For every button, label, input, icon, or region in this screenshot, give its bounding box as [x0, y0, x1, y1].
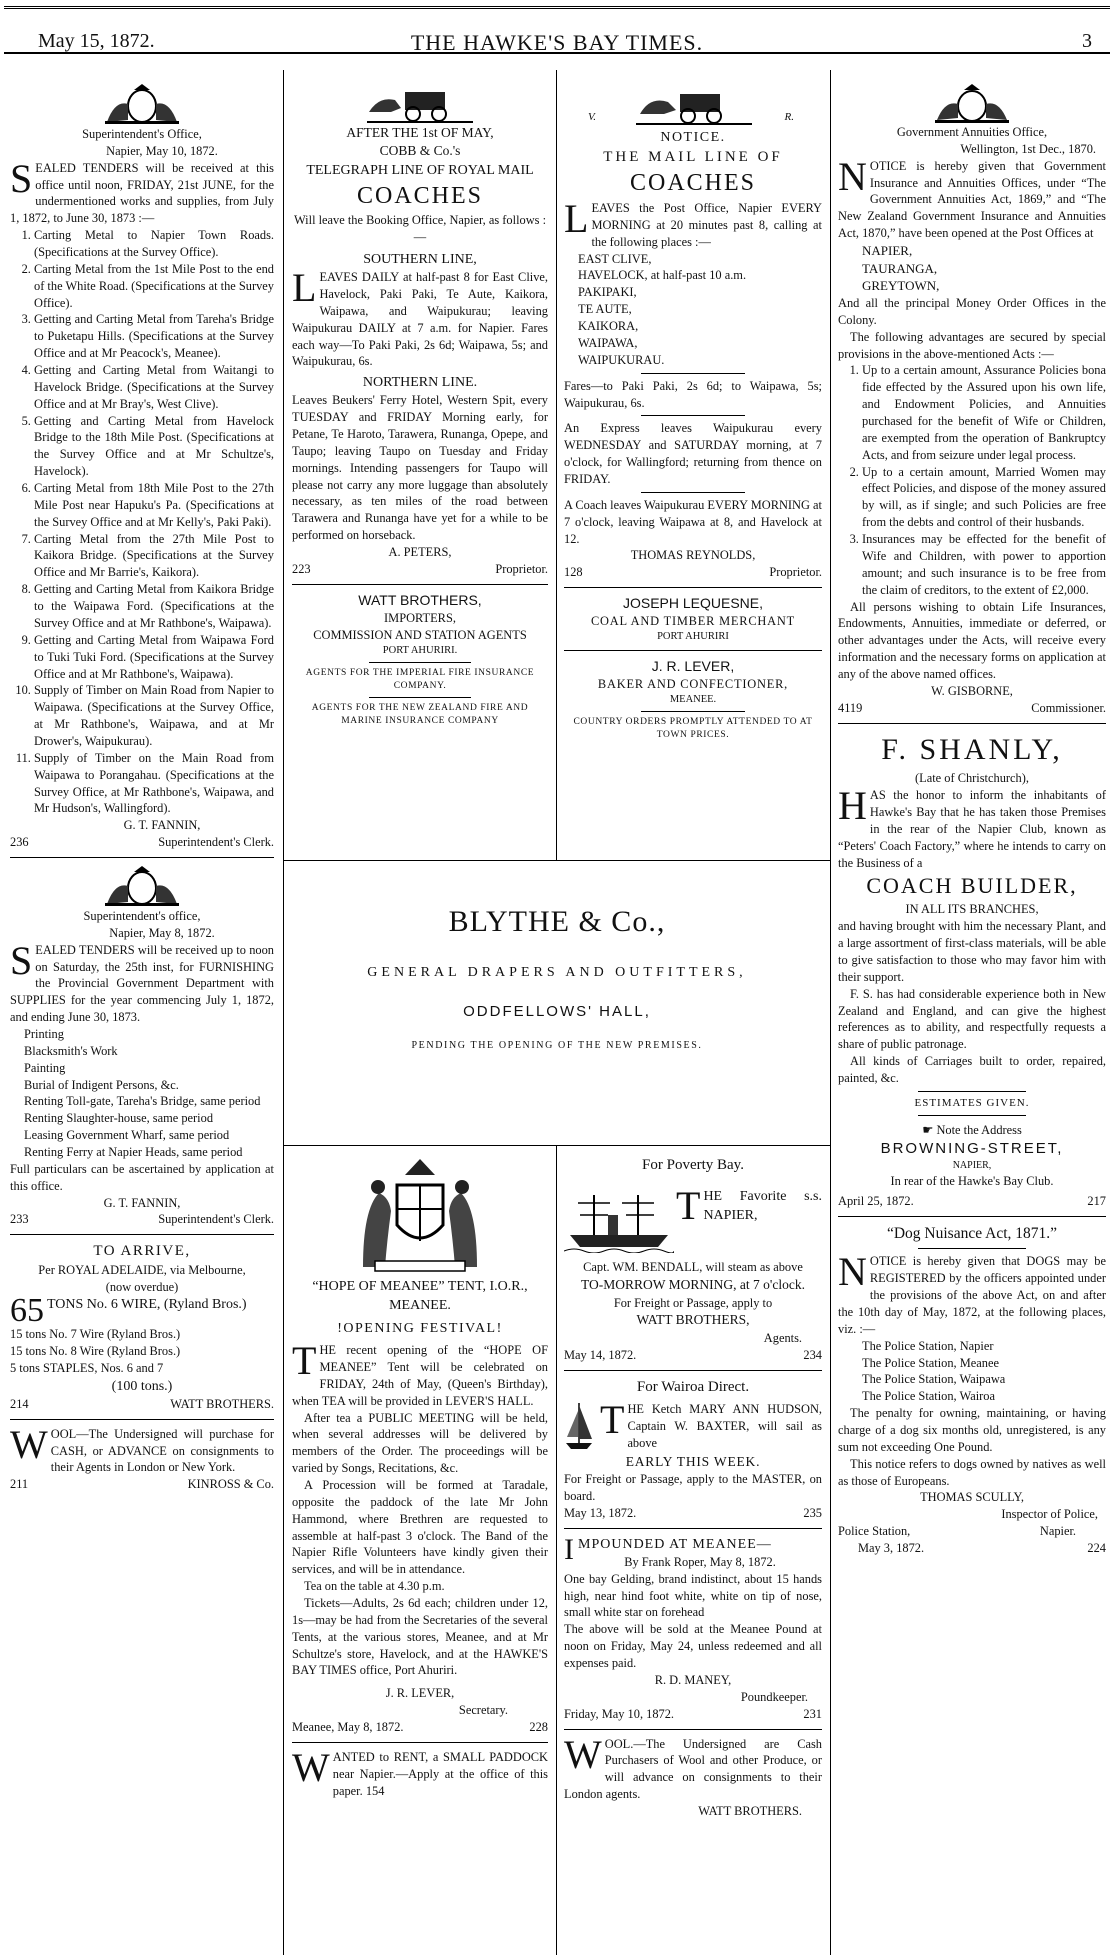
- divider: [918, 1091, 1025, 1092]
- freight-line: For Freight or Passage, apply to: [613, 1295, 773, 1310]
- list-item: KAIKORA,: [578, 319, 639, 334]
- notice-date: Wellington, 1st Dec., 1870.: [960, 141, 1096, 156]
- notice-text: All persons wishing to obtain Life Insurances, Endowments, Annuities, immediate or deferred, or other advantages under the Acts, will receive every information and the necessary forms on application at any of the above named offices.: [838, 599, 1106, 681]
- ad-line: MEANEE.: [669, 694, 717, 706]
- signer-name: G. T. FANNIN,: [103, 1195, 181, 1210]
- ad-text: HE Ketch MARY ANN HUDSON, Captain W. BAXTER, will sail as above: [627, 1401, 822, 1450]
- issue-date: May 15, 1872.: [38, 30, 155, 52]
- ad-date: May 14, 1872.: [564, 1347, 637, 1362]
- royal-crest-icon: [97, 864, 187, 908]
- divider: [369, 697, 471, 698]
- ad-text: One bay Gelding, brand indistinct, about 15 hands high, near hind foot white, white on tip of nose, small white star on forehead: [564, 1571, 822, 1620]
- divider: [564, 650, 822, 651]
- agent-name: WATT BROTHERS,: [636, 1312, 750, 1328]
- divider: [292, 584, 548, 585]
- ketch-block: [564, 1396, 822, 1453]
- list-item: 1. Up to a certain amount, Assurance Policies bona fide effected by the Assured upon his own life, and Endowment Policies, and Annuities purchased for the benefit of Wife or Children, are exempted from the operation of Bankruptcy Acts, and from seizure under legal process.: [862, 362, 1106, 463]
- cobb-coaches-ad: [292, 82, 548, 578]
- divider: [641, 373, 744, 374]
- business-name: WATT BROTHERS,: [358, 591, 482, 608]
- ad-paragraph: Tickets—Adults, 2s 6d each; children under 12, 1s—may be had from the Secretaries of the several Tents, at the various stores, Meanee, and at Mr Schultze's store, Havelock, and at the HAWKE'S BAY TIMES office, Port Ahuriri.: [292, 1595, 548, 1678]
- dog-nuisance-notice: [838, 1223, 1106, 1557]
- coach-text: A Coach leaves Waipukurau EVERY MORNING at 7 o'clock, leaving Waipawa at 8, and Havelock at 12.: [564, 497, 822, 546]
- signer-name: J. R. LEVER,: [385, 1686, 455, 1701]
- drop-cap: W: [564, 1731, 602, 1777]
- ad-text: The above will be sold at the Meanee Pound at noon on Friday, May 24, unless redeemed and all expenses paid.: [564, 1622, 822, 1671]
- divider: [918, 1115, 1025, 1116]
- drop-cap: S: [10, 155, 33, 201]
- divider: [641, 415, 744, 416]
- sailboat-icon: [564, 1401, 594, 1453]
- station-town: Napier.: [1039, 1524, 1076, 1539]
- northern-line-heading: NORTHERN LINE.: [362, 375, 478, 391]
- ad-paragraph: HE recent opening of the “HOPE OF MEANEE” Tent will be celebrated on FRIDAY, 24th of May, (Queen's Birthday), when TEA will be provided in LEVER'S HALL.: [292, 1343, 548, 1408]
- blythe-bottom-rule: [284, 1145, 830, 1146]
- annuities-notice: [838, 82, 1106, 717]
- drop-cap: W: [10, 1421, 48, 1467]
- page-number: 3: [1082, 30, 1092, 52]
- places-list: [564, 251, 822, 369]
- signer-title: Poundkeeper.: [740, 1689, 808, 1704]
- divider: [838, 723, 1106, 724]
- notice-text: And all the principal Money Order Offices in the Colony.: [838, 296, 1106, 327]
- ad-number: 234: [803, 1347, 822, 1362]
- to-arrive-ad: [10, 1241, 274, 1412]
- business-name: JOSEPH LEQUESNE,: [622, 595, 764, 612]
- festival-heading: !OPENING FESTIVAL!: [337, 1321, 503, 1337]
- signer-title: Commissioner.: [1031, 700, 1106, 715]
- wanted-to-rent-ad: [292, 1744, 548, 1800]
- divider: [838, 1216, 1106, 1217]
- ad-paragraph: F. S. has had considerable experience both in New Zealand and England, and can give the highest references as to ability, and respectfully requests a share of public patronage.: [838, 986, 1106, 1052]
- column-3-top: [564, 82, 822, 857]
- signer-name: THOMAS SCULLY,: [920, 1490, 1024, 1505]
- divider: [10, 1419, 274, 1420]
- signer-name: A. PETERS,: [388, 545, 452, 560]
- freight-line: For Freight or Passage, apply to the MASTER, on board.: [564, 1472, 822, 1504]
- police-station-list: [838, 1338, 1106, 1405]
- list-item: Renting Slaughter-house, same period: [24, 1111, 214, 1126]
- drop-cap: H: [838, 783, 867, 829]
- signer-title: Secretary.: [458, 1703, 508, 1718]
- signer-title: Inspector of Police,: [1001, 1507, 1098, 1522]
- signer-name: WATT BROTHERS.: [170, 1396, 274, 1411]
- list-item: PAKIPAKI,: [578, 285, 637, 300]
- list-item: 4. Getting and Carting Metal from Waitangi to Havelock Bridge. (Specifications at the Survey Office and at Mr Bray's, West Clive).: [34, 362, 274, 413]
- wire-line: TONS No. 6 WIRE, (Ryland Bros.): [47, 1297, 247, 1313]
- list-item: TE AUTE,: [578, 302, 632, 317]
- list-item: EAST CLIVE,: [578, 251, 652, 266]
- business-name: BLYTHE & Co.,: [448, 905, 666, 938]
- ad-line: COBB & Co.'s: [379, 143, 461, 159]
- business-name: F. SHANLY,: [881, 732, 1063, 766]
- street-address: BROWNING-STREET,: [880, 1139, 1064, 1157]
- blythe-top-rule: [284, 860, 830, 861]
- ad-line: COAL AND TIMBER MERCHANT: [590, 614, 796, 629]
- tender-list: [10, 227, 274, 817]
- list-item: 2. Up to a certain amount, Married Women may effect Policies, and dispose of the money assured by will, as if single; and such Policies are free from the debts and control of their husbands.: [862, 464, 1106, 531]
- ad-line: IMPORTERS,: [384, 610, 456, 625]
- list-item: Leasing Government Wharf, same period: [24, 1128, 230, 1143]
- column-1: [10, 82, 274, 1952]
- ad-number: 236: [10, 835, 29, 850]
- divider: [641, 492, 744, 493]
- notice-text: The following advantages are secured by special provisions in the above-mentioned Acts :—: [838, 329, 1106, 361]
- notice-text: This notice refers to dogs owned by natives as well as those of Europeans.: [838, 1456, 1106, 1488]
- drop-cap: I: [564, 1532, 575, 1566]
- southern-line-heading: SOUTHERN LINE,: [363, 252, 477, 268]
- ad-line: IN ALL ITS BRANCHES,: [905, 902, 1039, 917]
- ad-line: ODDFELLOWS' HALL,: [463, 1003, 651, 1020]
- ad-line: AFTER THE 1st OF MAY,: [346, 125, 494, 140]
- notice-footer: Full particulars can be ascertained by application at this office.: [10, 1161, 274, 1193]
- ad-line: BAKER AND CONFECTIONER,: [597, 677, 789, 692]
- station-label: Police Station,: [838, 1524, 911, 1539]
- list-item: TAURANGA,: [862, 260, 938, 276]
- ship-via: Per ROYAL ADELAIDE, via Melbourne,: [38, 1262, 246, 1277]
- column-rule-2-bottom: [556, 1145, 557, 1955]
- divider: [10, 1234, 274, 1235]
- divider: [564, 1729, 822, 1730]
- watt-brothers-ad: [292, 591, 548, 728]
- royal-crest-icon: [927, 82, 1017, 124]
- drop-cap: T: [600, 1396, 625, 1442]
- ad-text: HE Favorite s.s. NAPIER,: [703, 1189, 822, 1224]
- column-2-top: [292, 82, 548, 857]
- column-rule-2-top: [556, 70, 557, 860]
- express-text: An Express leaves Waipukurau every WEDNESDAY and SATURDAY morning, at 7 o'clock, for Wallingford; returning from thence on FRIDAY.: [564, 421, 822, 486]
- ad-line: COUNTRY ORDERS PROMPTLY ATTENDED TO AT TOWN PRICES.: [573, 717, 813, 741]
- newspaper-title: THE HAWKE'S BAY TIMES.: [410, 30, 704, 55]
- notice-heading: NOTICE.: [660, 130, 726, 145]
- notice-heading: Superintendent's office,: [83, 908, 201, 923]
- notice-title: “Dog Nuisance Act, 1871.”: [886, 1225, 1058, 1243]
- masthead: [0, 0, 1114, 55]
- ad-paragraph: All kinds of Carriages built to order, repaired, painted, &c.: [838, 1054, 1106, 1085]
- post-office-list: [838, 242, 1106, 295]
- estimates-line: ESTIMATES GIVEN.: [914, 1096, 1030, 1109]
- supplies-list: [10, 1026, 274, 1161]
- list-item: 5. Getting and Carting Metal from Havelock Bridge to the 18th Mile Post. (Specifications at the Survey Office and at Mr Schultze's, Havelock).: [34, 413, 274, 480]
- shanly-ad: [838, 730, 1106, 1211]
- masthead-top-rule: [4, 6, 1110, 9]
- trade-heading: COACH BUILDER,: [866, 873, 1078, 899]
- divider: [641, 711, 744, 712]
- lequesne-ad: [564, 594, 822, 644]
- big-quantity: 65: [10, 1292, 44, 1330]
- agent-title: Agents.: [763, 1330, 802, 1345]
- divider: [564, 1370, 822, 1371]
- list-item: GREYTOWN,: [862, 278, 940, 294]
- drop-cap: W: [292, 1744, 330, 1790]
- ad-number: 235: [803, 1506, 822, 1521]
- fares-text: Fares—to Paki Paki, 2s 6d; to Waipawa, 5s; Waipukurau, 6s.: [564, 378, 822, 410]
- ad-number: 154: [365, 1783, 385, 1798]
- cargo-total: (100 tons.): [111, 1378, 173, 1394]
- drop-cap: N: [838, 153, 867, 199]
- ad-number: 233: [10, 1212, 29, 1227]
- cargo-line: 5 tons STAPLES, Nos. 6 and 7: [10, 1361, 164, 1375]
- ad-number: 223: [292, 561, 311, 576]
- steamer-block: [564, 1179, 822, 1259]
- cargo-line: 15 tons No. 7 Wire (Ryland Bros.): [10, 1327, 181, 1342]
- ad-number: 214: [10, 1396, 29, 1411]
- drop-cap: S: [10, 937, 33, 983]
- agents-line: AGENTS FOR THE IMPERIAL FIRE INSURANCE COMPANY.: [305, 667, 535, 691]
- ad-paragraph: Tea on the table at 4.30 p.m.: [304, 1579, 445, 1594]
- captain-line: Capt. WM. BENDALL, will steam as above: [583, 1260, 803, 1275]
- ad-line: PORT AHURIRI.: [382, 644, 458, 656]
- ship-status: (now overdue): [105, 1279, 179, 1294]
- stagecoach-icon: [365, 82, 475, 124]
- list-item: The Police Station, Waipawa: [862, 1372, 1006, 1387]
- ad-title: “HOPE OF MEANEE” TENT, I.O.R., MEANEE.: [312, 1279, 528, 1314]
- ad-line: Will leave the Booking Office, Napier, as follows :—: [293, 213, 547, 245]
- ad-text: OOL.—The Undersigned are Cash Purchasers of Wool and other Produce, or will advance on consignments to their London agents.: [564, 1736, 822, 1802]
- ad-date: April 25, 1872.: [838, 1194, 914, 1209]
- list-item: The Police Station, Wairoa: [862, 1389, 995, 1404]
- list-item: 1. Carting Metal to Napier Town Roads. (Specifications at the Survey Office).: [34, 227, 274, 261]
- ad-paragraph: A Procession will be formed at Taradale, opposite the paddock of the late Mr John Hammond, where Brethren are requested to assemble at half-past 3 o'clock. The Band of the Napier Rifle Volunteers have kindly given their services, and will be in attendance.: [292, 1477, 548, 1577]
- ad-title: MPOUNDED AT MEANEE—: [578, 1536, 772, 1552]
- coaches-heading: COACHES: [629, 170, 757, 197]
- notice-intro: OTICE is hereby given that DOGS may be REGISTERED by the officers appointed under the provisions of the above Act, on and after the 10th day of May, 1872, at the following places, viz. :—: [838, 1254, 1106, 1336]
- hope-of-meanee-ad: [292, 1155, 548, 1736]
- list-item: 9. Getting and Carting Metal from Waipawa Ford to Tuki Tuki Ford. (Specifications at the Survey Office and at Mr Rathbone's, Waipawa).: [34, 632, 274, 683]
- departure-time: TO-MORROW MORNING, at 7 o'clock.: [581, 1277, 805, 1293]
- list-item: 6. Carting Metal from 18th Mile Post to the 27th Mile Post near Hapuku's Pa. (Specifications at the Survey Office and at Mr Kelly's, Paki Paki).: [34, 480, 274, 531]
- ad-line: GENERAL DRAPERS AND OUTFITTERS,: [367, 965, 747, 980]
- list-item: 8. Getting and Carting Metal from Kaikora Bridge to the Waipawa Ford. (Specifications at the Survey Office and at Mr Rathbone's, Waipawa).: [34, 581, 274, 632]
- drop-cap: T: [676, 1183, 701, 1229]
- ad-number: 228: [529, 1720, 548, 1734]
- steamship-icon: [564, 1189, 674, 1253]
- ad-number: 4119: [838, 700, 863, 715]
- royal-crest-icon: [97, 82, 187, 126]
- wairoa-ad: [564, 1377, 822, 1522]
- sailing-week: EARLY THIS WEEK.: [625, 1453, 761, 1469]
- signer-title: Superintendent's Clerk.: [158, 1212, 274, 1227]
- list-item: Printing: [24, 1026, 64, 1041]
- ad-line: COMMISSION AND STATION AGENTS: [313, 627, 527, 642]
- northern-line-text: Leaves Beukers' Ferry Hotel, Western Spit, every TUESDAY and FRIDAY Morning early, for Petane, Te Haroto, Tarawera, Runanga, Opepe, and Taupo; leaving Taupo on Tuesday and Friday mornings. Intending passengers for Taupo will please not carry any more luggage than absolutely necessary, as ten miles of the road between Tarawera and Runanga have yet for a while to be performed on horseback.: [292, 393, 548, 543]
- signer-title: Proprietor.: [769, 565, 822, 580]
- ad-title: For Wairoa Direct.: [636, 1378, 750, 1395]
- list-item: Burial of Indigent Persons, &c.: [24, 1077, 179, 1092]
- impounded-ad: [564, 1532, 822, 1723]
- column-2-bottom: [292, 1155, 548, 1955]
- ad-intro: EAVES the Post Office, Napier EVERY MORNING at 20 minutes past 8, calling at the following places :—: [591, 201, 822, 249]
- notice-intro: OTICE is hereby given that Government Insurance and Annuities Offices, under “The Government Annuities Act, 1869,” and “The New Zealand Government Insurance and Annuities Act, 1870,” have been opened at the Post Offices at: [838, 158, 1106, 241]
- advantages-list: [838, 362, 1106, 598]
- tender-notice-1: [10, 82, 274, 851]
- list-item: 3. Insurances may be effected for the benefit of Wife and Children, with power to apportion amount; and such insurance is to be free from the claim of creditors, to the extent of £2,000.: [862, 531, 1106, 598]
- list-item: Blacksmith's Work: [24, 1043, 118, 1058]
- column-rule-1: [283, 70, 284, 1955]
- signer-name: KINROSS & Co.: [187, 1477, 274, 1492]
- signer-name: THOMAS REYNOLDS,: [630, 548, 756, 563]
- southern-line-text: EAVES DAILY at half-past 8 for East Clive, Havelock, Paki Paki, Te Aute, Kaikora, Waipawa, and Waipukurau; leaving Waipukurau DAILY at 7 a.m. for Napier. Fares each way—To Paki Paki, 2s 6d; Waipawa, 5s; and Waipukurau, 6s.: [292, 270, 548, 369]
- blythe-ad: [290, 905, 824, 1105]
- ad-number: 211: [10, 1477, 29, 1492]
- signer-name: W. GISBORNE,: [931, 683, 1013, 698]
- ad-title: For Poverty Bay.: [642, 1157, 744, 1173]
- drop-cap: N: [838, 1249, 867, 1295]
- notice-intro: EALED TENDERS will be received up to noon on Saturday, the 25th inst, for FURNISHING the Provincial Government Department with SUPPLIES for the year commencing July 1, 1872, and ending June 30, 1873.: [10, 942, 274, 1025]
- ad-line: THE MAIL LINE OF: [603, 149, 783, 166]
- list-item: The Police Station, Meanee: [862, 1355, 999, 1370]
- ad-line: TELEGRAPH LINE OF ROYAL MAIL: [306, 162, 534, 178]
- ad-heading: TO ARRIVE,: [93, 1243, 191, 1260]
- list-item: The Police Station, Napier: [862, 1338, 994, 1353]
- drop-cap: T: [292, 1338, 317, 1384]
- town-name: NAPIER,: [952, 1160, 992, 1172]
- drop-cap: L: [564, 196, 589, 242]
- divider: [918, 1248, 1025, 1249]
- wool-ad-watt: [564, 1731, 822, 1820]
- ad-line: PENDING THE OPENING OF THE NEW PREMISES.: [411, 1040, 703, 1051]
- business-name: J. R. LEVER,: [651, 658, 735, 675]
- ad-date: May 13, 1872.: [564, 1506, 637, 1521]
- divider: [369, 662, 471, 663]
- vr-right: R.: [784, 111, 794, 123]
- steamer-name: [676, 1183, 822, 1229]
- divider: [564, 587, 822, 588]
- impounded-by: By Frank Roper, May 8, 1872.: [624, 1554, 776, 1569]
- list-item: 11. Supply of Timber on the Main Road from Waipawa to Porangahau. (Specifications at the Survey Office, at Mr Rathbone's, Waipawa, and Mr Hudson's, Wallingford).: [34, 750, 274, 817]
- masthead-bottom-rule: [4, 52, 1110, 54]
- signer-name: WATT BROTHERS.: [698, 1803, 802, 1818]
- vr-crest: [564, 82, 822, 128]
- mail-coach-icon: [634, 84, 754, 126]
- list-item: HAVELOCK, at half-past 10 a.m.: [578, 268, 747, 283]
- poverty-bay-ad: [564, 1155, 822, 1364]
- notice-date: Napier, May 10, 1872.: [106, 143, 218, 158]
- notice-heading: Government Annuities Office,: [896, 125, 1048, 139]
- order-emblem-icon: [345, 1155, 495, 1277]
- divider: [564, 1528, 822, 1529]
- coaches-heading: COACHES: [356, 182, 484, 209]
- pointing-hand-icon: ☛: [922, 1122, 937, 1137]
- ad-number: 128: [564, 565, 583, 580]
- ad-line: (Late of Christchurch),: [915, 771, 1029, 786]
- ad-number: 231: [803, 1706, 822, 1721]
- divider: [292, 1742, 548, 1743]
- ad-number: 224: [1087, 1541, 1106, 1556]
- list-item: WAIPUKURAU.: [578, 352, 665, 367]
- tender-notice-2: [10, 864, 274, 1228]
- list-item: 7. Carting Metal from the 27th Mile Post to Kaikora Bridge. (Specifications at the Survey Office and Mr Barrie's, Kaikora).: [34, 531, 274, 582]
- list-item: Painting: [24, 1060, 66, 1075]
- notice-text: The penalty for owning, maintaining, or having charge of a dog six months old, unregistered, is any sum not exceeding One Pound.: [838, 1406, 1106, 1454]
- ad-line: In rear of the Hawke's Bay Club.: [890, 1173, 1054, 1188]
- ad-date: May 3, 1872.: [858, 1541, 925, 1556]
- signer-title: Superintendent's Clerk.: [158, 835, 274, 850]
- vr-left: V.: [588, 111, 597, 123]
- list-item: NAPIER,: [862, 243, 913, 259]
- ad-text: OOL—The Undersigned will purchase for CASH, or ADVANCE on consignments to their Agents in London or New York.: [50, 1426, 274, 1475]
- ad-line: PORT AHURIRI: [657, 630, 729, 642]
- list-item: WAIPAWA,: [578, 335, 638, 350]
- cargo-line: 15 tons No. 8 Wire (Ryland Bros.): [10, 1344, 181, 1359]
- column-4: [838, 82, 1106, 1952]
- ad-text: ANTED to RENT, a SMALL PADDOCK near Napier.—Apply at the office of this paper.: [332, 1749, 548, 1798]
- list-item: 3. Getting and Carting Metal from Tareha's Bridge to Puketapu Hills. (Specifications at the Survey Office and at Mr Peacock's, Meanee).: [34, 311, 274, 362]
- wool-ad-kinross: [10, 1421, 274, 1493]
- ad-paragraph: After tea a PUBLIC MEETING will be held, when several addresses will be delivered by members of the Order. The proceedings will be varied by Songs, Recitations, &c.: [292, 1410, 548, 1476]
- agents-line: AGENTS FOR THE NEW ZEALAND FIRE AND MARINE INSURANCE COMPANY: [311, 702, 529, 726]
- column-rule-3: [830, 70, 831, 1955]
- signer-title: Proprietor.: [495, 561, 548, 576]
- list-item: 2. Carting Metal from the 1st Mile Post to the end of the White Road. (Specifications at the Survey Office).: [34, 261, 274, 312]
- drop-cap: L: [292, 265, 317, 311]
- signer-name: R. D. MANEY,: [654, 1672, 732, 1687]
- notice-heading: Superintendent's Office,: [82, 127, 202, 141]
- list-item: 10. Supply of Timber on Main Road from Napier to Waipawa. (Specifications at the Survey Office, at Mr Rathbone's, Waipawa, and at Mr Drower's, Waipukurau).: [34, 682, 274, 749]
- mail-coaches-ad: [564, 82, 822, 581]
- ad-text: AS the honor to inform the inhabitants of Hawke's Bay that he has taken those Premises in the rear of the Napier Club, known as “Peters' Coach Factory,” where he intends to carry on the Business of a: [838, 788, 1106, 870]
- signer-name: G. T. FANNIN,: [123, 818, 201, 833]
- divider: [10, 857, 274, 858]
- lever-ad: [564, 657, 822, 742]
- notice-intro: EALED TENDERS will be received at this office until noon, FRIDAY, 21st JUNE, for the undermentioned works and supplies, from July 1, 1872, to June 30, 1873 :—: [10, 160, 274, 226]
- list-item: Renting Toll-gate, Tareha's Bridge, same period: [24, 1094, 261, 1109]
- column-3-bottom: [564, 1155, 822, 1955]
- ad-date: Meanee, May 8, 1872.: [292, 1720, 404, 1734]
- ad-date: Friday, May 10, 1872.: [564, 1706, 675, 1721]
- ad-number: 217: [1087, 1194, 1106, 1209]
- ad-line: Note the Address: [936, 1122, 1022, 1137]
- notice-date: Napier, May 8, 1872.: [109, 925, 215, 940]
- ad-paragraph: and having brought with him the necessary Plant, and a large assortment of first-class materials, will be able to give satisfaction to those who may favor him with their support.: [838, 919, 1106, 984]
- list-item: Renting Ferry at Napier Heads, same period: [24, 1144, 243, 1159]
